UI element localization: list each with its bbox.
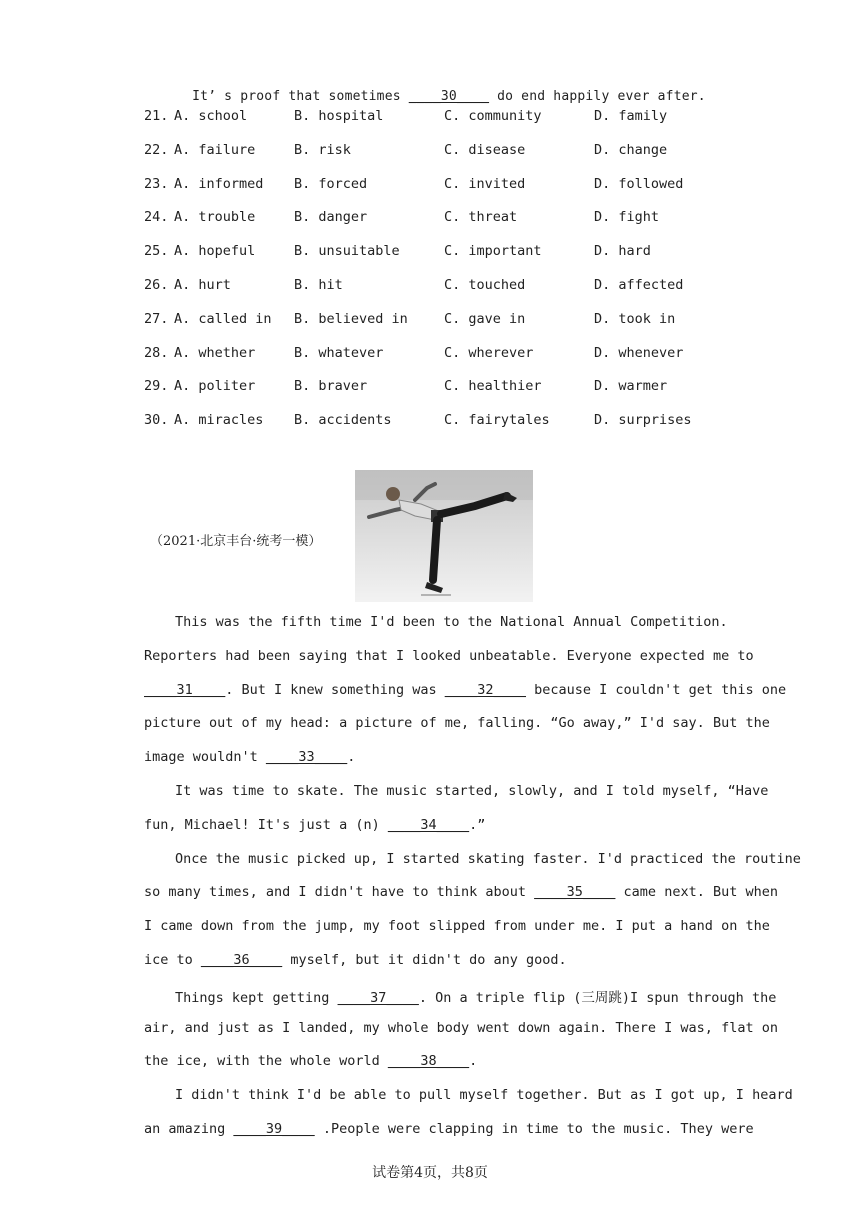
passage-text: fun, Michael! It's just a (n) [144, 816, 388, 833]
passage-line [144, 1121, 754, 1137]
passage-text: because I couldn't get this one [526, 681, 787, 698]
answer-blank: ____39____ [233, 1121, 315, 1137]
passage-text: so many times, and I didn't have to think about [144, 884, 535, 901]
passage-text: I came down from the jump, my foot slipped from under me. I put a hand on the [144, 918, 770, 935]
passage-line [175, 986, 777, 1006]
passage-text: . [469, 1053, 478, 1070]
option-c: C. touched [444, 277, 526, 293]
passage-line [144, 715, 770, 732]
passage-line [175, 1087, 793, 1104]
answer-blank: ____37____ [337, 989, 419, 1006]
option-c: C. fairytales [444, 412, 550, 429]
question-number: 27. [144, 310, 169, 327]
blank-30: ____30____ [408, 89, 490, 104]
question-number: 26. [144, 277, 169, 293]
answer-blank: ____31____ [144, 681, 226, 698]
passage-text: ice to [144, 952, 201, 968]
option-c: C. invited [444, 175, 526, 192]
source-citation: （2021·北京丰台·统考一模） [150, 534, 322, 549]
figure-skater-photo [355, 470, 533, 602]
option-b: B. believed in [294, 310, 408, 327]
passage-line [144, 952, 716, 968]
option-c: C. gave in [444, 310, 526, 327]
option-c: C. disease [444, 141, 526, 158]
option-a: A. hurt [174, 277, 231, 293]
intro-line [176, 74, 706, 104]
option-a: A. informed [174, 175, 264, 192]
option-c: C. community [444, 108, 542, 124]
passage-line [144, 749, 716, 765]
option-d: D. surprises [594, 412, 692, 429]
option-d: D. warmer [594, 378, 668, 395]
option-a: A. whether [174, 344, 256, 361]
passage-line [175, 783, 769, 799]
option-d: D. fight [594, 209, 660, 226]
option-d: D. family [594, 108, 668, 124]
passage-text: It was time to skate. The music started, slowly, and I told myself, “Have [175, 783, 769, 799]
option-a: A. trouble [174, 209, 256, 226]
option-d: D. change [594, 141, 668, 158]
passage-line [144, 681, 787, 698]
passage-line [144, 647, 754, 664]
answer-blank: ____38____ [387, 1053, 470, 1070]
passage-text: an amazing [144, 1121, 234, 1137]
option-b: B. hit [294, 277, 343, 293]
passage-line [144, 884, 778, 901]
option-d: D. hard [594, 243, 651, 260]
passage-line [144, 918, 770, 935]
page-footer: 试卷第4页，共8页 [372, 1165, 488, 1181]
option-a: A. failure [174, 141, 256, 158]
question-number: 28. [144, 344, 169, 361]
option-b: B. accidents [294, 412, 392, 429]
option-c: C. healthier [444, 378, 542, 395]
option-a: A. politer [174, 378, 256, 395]
passage-line [175, 850, 801, 867]
passage-text: air, and just as I landed, my whole body went down again. There I was, flat on [144, 1019, 778, 1036]
option-d: D. followed [594, 175, 684, 192]
option-c: C. important [444, 243, 542, 260]
option-d: D. took in [594, 310, 676, 327]
passage-line [144, 817, 716, 833]
intro-after: do end happily ever after. [489, 89, 706, 104]
passage-text: . On a triple flip (三周跳)I spun through the [418, 989, 777, 1006]
answer-blank: ____33____ [265, 749, 348, 766]
option-b: B. whatever [294, 344, 384, 361]
option-a: A. school [174, 108, 248, 124]
option-b: B. unsuitable [294, 243, 400, 260]
passage-text: myself, but it didn't do any good. [282, 952, 567, 968]
option-c: C. threat [444, 209, 518, 226]
passage-text: Things kept getting [175, 989, 338, 1006]
question-number: 23. [144, 175, 169, 192]
question-number: 30. [144, 412, 169, 429]
question-number: 21. [144, 108, 169, 124]
option-a: A. called in [174, 310, 272, 327]
passage-line [144, 1019, 778, 1036]
answer-blank: ____32____ [444, 681, 527, 698]
answer-blank: ____36____ [200, 952, 283, 968]
question-number: 25. [144, 243, 169, 260]
answer-blank: ____35____ [534, 884, 616, 901]
option-b: B. hospital [294, 108, 384, 124]
option-b: B. forced [294, 175, 368, 192]
option-b: B. risk [294, 141, 351, 158]
answer-blank: ____34____ [387, 816, 470, 833]
passage-text: came next. But when [615, 884, 778, 901]
passage-text: .People were clapping in time to the music. They were [314, 1121, 754, 1137]
option-d: D. affected [594, 277, 684, 293]
option-b: B. braver [294, 378, 368, 395]
passage-text: picture out of my head: a picture of me, falling. “Go away,” I'd say. But the [144, 715, 770, 732]
passage-text: . [347, 749, 356, 766]
option-a: A. hopeful [174, 243, 256, 260]
passage-text: Reporters had been saying that I looked unbeatable. Everyone expected me to [144, 647, 754, 664]
passage-text: Once the music picked up, I started skating faster. I'd practiced the routine [175, 850, 801, 867]
option-a: A. miracles [174, 412, 264, 429]
option-c: C. wherever [444, 344, 534, 361]
passage-text: I didn't think I'd be able to pull myself together. But as I got up, I heard [175, 1087, 793, 1104]
question-number: 29. [144, 378, 169, 395]
passage-line [144, 1053, 716, 1069]
passage-text: This was the fifth time I'd been to the National Annual Competition. [175, 614, 728, 630]
question-number: 22. [144, 141, 169, 158]
passage-text: the ice, with the whole world [144, 1053, 388, 1070]
option-d: D. whenever [594, 344, 684, 361]
passage-text: . But I knew something was [225, 681, 445, 698]
passage-text: .” [469, 816, 486, 833]
intro-before: It’ s proof that sometimes [192, 89, 409, 104]
passage-text: image wouldn't [144, 749, 266, 766]
option-b: B. danger [294, 209, 368, 226]
question-number: 24. [144, 209, 169, 226]
passage-line [175, 614, 728, 630]
